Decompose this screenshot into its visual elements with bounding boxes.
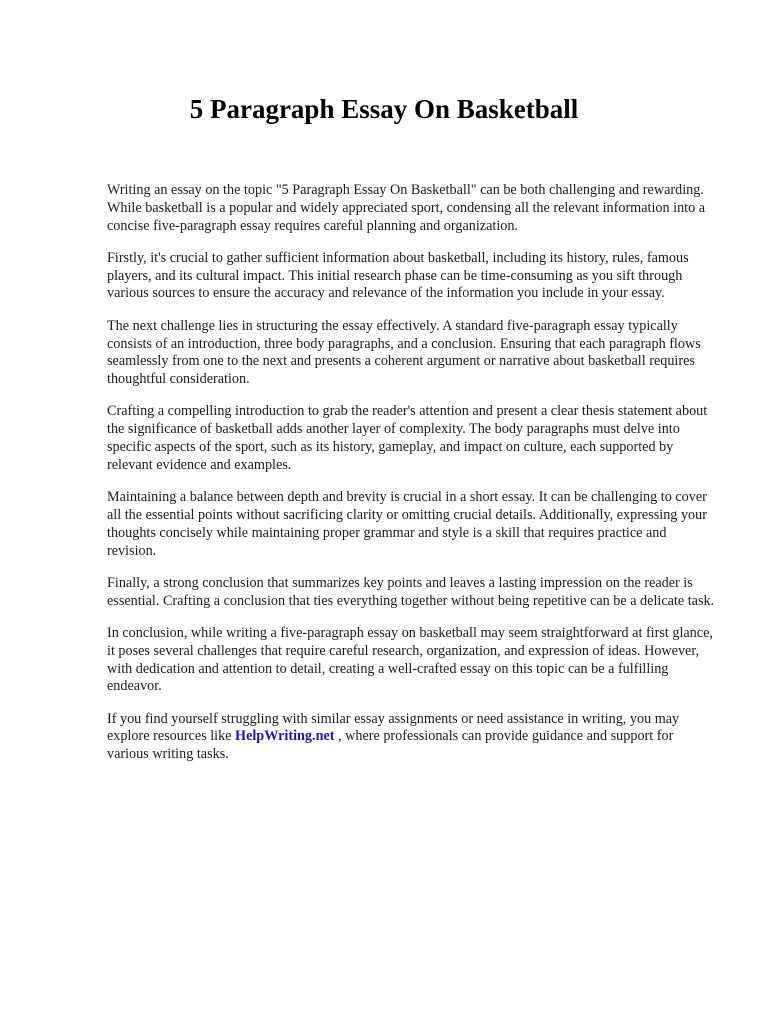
paragraph-introduction-craft: Crafting a compelling introduction to grab the reader's attention and present a clear thesis statement about the significance of basketball adds another layer of complexity. The body paragraphs must delve into specific aspects of the sport, such as its history, gameplay, and impact on culture, each supported by relevant evidence and examples. bbox=[107, 403, 708, 473]
resources-text-before: If you find yourself struggling with similar essay assignments or need assistance in writing, you may explore resources like bbox=[107, 710, 680, 745]
page-title: 5 Paragraph Essay On Basketball bbox=[189, 94, 579, 124]
paragraph-balance: Maintaining a balance between depth and brevity is crucial in a short essay. It can be challenging to cover all the essential points without sacrificing clarity or omitting crucial details. Additionally, expressing your thoughts concisely while maintaining proper grammar and style is a skill that requires practice and revision. bbox=[107, 489, 707, 559]
paragraph-research: Firstly, it's crucial to gather sufficient information about basketball, including its history, rules, famous players, and its cultural impact. This initial research phase can be time-consuming as you sift through various sources to ensure the accuracy and relevance of the information you include in your essay. bbox=[107, 249, 689, 302]
helpwriting-link[interactable]: HelpWriting.net bbox=[235, 728, 335, 745]
paragraph-conclusion: In conclusion, while writing a five-paragraph essay on basketball may seem straightforward at first glance, it poses several challenges that require careful research, organization, and expression of ideas. However, with dedication and attention to detail, creating a well-crafted essay on this topic can be a fulfilling endeavor. bbox=[107, 624, 713, 695]
resources-text-after: , where professionals can provide guidance and support for various writing tasks. bbox=[107, 728, 674, 763]
paragraph-structure: The next challenge lies in structuring the essay effectively. A standard five-paragraph essay typically consists of an introduction, three body paragraphs, and a conclusion. Ensuring that each paragraph flows seamlessly from one to the next and presents a coherent argument or narrative about basketball requires thoughtful consideration. bbox=[107, 317, 701, 388]
paragraph-intro: Writing an essay on the topic "5 Paragraph Essay On Basketball" can be both challenging and rewarding. While basketball is a popular and widely appreciated sport, condensing all the relevant information into a concise five-paragraph essay requires careful planning and organization. bbox=[107, 182, 706, 234]
paragraph-resources bbox=[107, 711, 716, 764]
essay-body bbox=[107, 182, 716, 764]
paragraph-conclusion-craft: Finally, a strong conclusion that summarizes key points and leaves a lasting impression on the reader is essential. Crafting a conclusion that ties everything together without being repetitive can be a delicate task. bbox=[107, 574, 715, 609]
